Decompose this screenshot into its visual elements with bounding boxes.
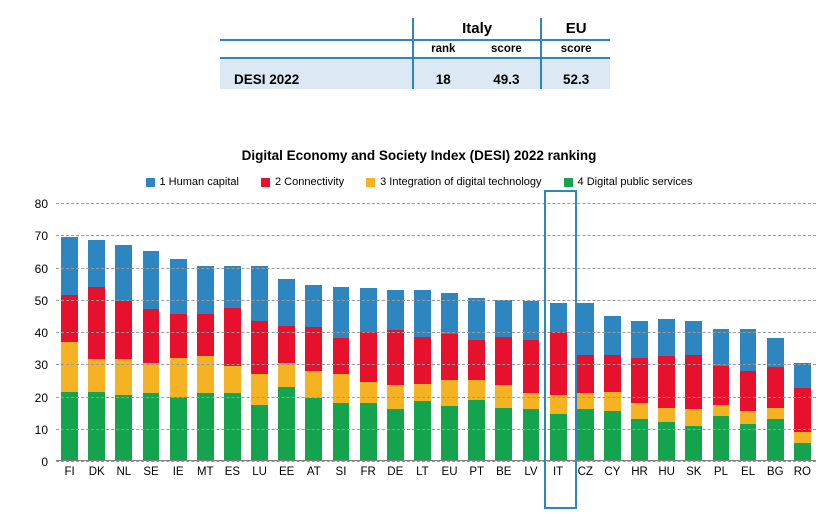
bar-segment [740, 371, 757, 411]
bar-segment [414, 384, 431, 402]
empty-cell [220, 18, 413, 40]
bar-segment [550, 395, 567, 414]
gridline [34, 261, 816, 276]
bar-segment [197, 393, 214, 461]
bar-segment [794, 388, 811, 432]
x-axis-labels [56, 466, 816, 478]
stacked-bar[interactable] [170, 259, 187, 461]
stacked-bar[interactable] [740, 329, 757, 461]
x-axis-tick-label: IT [552, 466, 564, 478]
chart-legend [0, 176, 838, 188]
stacked-bar[interactable] [441, 293, 458, 461]
bar-segment [143, 363, 160, 394]
gridline [34, 229, 816, 244]
x-axis-tick-label: LT [416, 466, 429, 478]
x-axis-tick-label: FR [360, 466, 376, 478]
bar-segment [414, 290, 431, 337]
bar-segment [224, 308, 241, 366]
bar-segment [61, 295, 78, 342]
stacked-bar[interactable] [658, 319, 675, 461]
row-label-desi-2022: DESI 2022 [220, 58, 413, 89]
stacked-bar[interactable] [604, 316, 621, 461]
bar-segment [441, 334, 458, 381]
legend-swatch-icon [564, 178, 573, 187]
bar-segment [333, 403, 350, 461]
bar-segment [495, 408, 512, 461]
bar-segment [631, 321, 648, 358]
x-axis-tick-label: PL [713, 466, 728, 478]
bar-segment [333, 287, 350, 339]
x-axis-tick-label: SK [686, 466, 702, 478]
bar-segment [767, 338, 784, 367]
x-axis-tick-label: HR [631, 466, 648, 478]
gridline [34, 422, 816, 437]
bar-segment [685, 355, 702, 410]
stacked-bar[interactable] [767, 338, 784, 461]
bar-segment [61, 392, 78, 461]
bar-segment [523, 301, 540, 340]
bar-segment [61, 237, 78, 295]
y-axis-tick-label: 40 [34, 326, 48, 340]
stacked-bar[interactable] [550, 303, 567, 461]
bar-segment [713, 329, 730, 366]
bar-segment [88, 287, 105, 360]
y-axis-tick-label: 30 [34, 358, 48, 373]
x-axis-tick-label: EL [741, 466, 756, 478]
bar-segment [197, 266, 214, 314]
bar-segment [360, 288, 377, 332]
legend-swatch-icon [261, 178, 270, 187]
stacked-bar[interactable] [685, 321, 702, 461]
stacked-bar[interactable] [305, 285, 322, 461]
x-axis-tick-label: IE [172, 466, 184, 478]
bar-segment [631, 403, 648, 419]
bar-segment [713, 366, 730, 405]
bar-segment [414, 337, 431, 384]
table-row-desi-2022 [220, 58, 610, 89]
x-axis-tick-label: SE [143, 466, 159, 478]
legend-label: 1 Human capital [159, 176, 239, 188]
gridline [41, 455, 816, 469]
x-axis-tick-label: MT [196, 466, 214, 478]
gridline [34, 358, 816, 373]
bar-segment [333, 338, 350, 373]
summary-table [220, 18, 610, 89]
gridline [34, 326, 816, 340]
x-axis-tick-label: RO [793, 466, 811, 478]
x-axis-tick-label: PT [469, 466, 485, 478]
bar-segment [577, 409, 594, 461]
stacked-bar[interactable] [794, 363, 811, 461]
bar-segment [360, 382, 377, 403]
bar-segment [197, 314, 214, 356]
bar-segment [604, 316, 621, 355]
bar-segment [767, 367, 784, 407]
bar-segment [495, 337, 512, 385]
bar-segment [387, 409, 404, 461]
country-header: Italy [413, 18, 541, 40]
bar-segment [685, 321, 702, 355]
bar-segment [685, 426, 702, 461]
bar-segment [468, 340, 485, 380]
bar-segment [143, 393, 160, 461]
bar-segment [224, 266, 241, 308]
cell-score-country: 49.3 [473, 58, 542, 89]
bar-segment [550, 303, 567, 332]
bar-segment [767, 419, 784, 461]
gridline [34, 293, 816, 308]
bar-segment [305, 371, 322, 398]
x-axis-tick-label: BG [766, 466, 784, 478]
bar-segment [224, 366, 241, 393]
bar-segment [278, 363, 295, 387]
bar-segment [550, 414, 567, 461]
x-axis-tick-label: ES [224, 466, 241, 478]
bar-segment [170, 314, 187, 358]
bar-segment [360, 403, 377, 461]
subheader-score-eu: score [541, 40, 610, 58]
bar-segment [387, 330, 404, 385]
subheader-rank: rank [413, 40, 473, 58]
cell-score-eu: 52.3 [541, 58, 610, 89]
bar-segment [740, 411, 757, 424]
bar-segment [251, 321, 268, 374]
stacked-bar[interactable] [468, 298, 485, 461]
legend-swatch-icon [146, 178, 155, 187]
bar-segment [713, 416, 730, 461]
bar-segment [577, 303, 594, 355]
bar-segment [61, 342, 78, 392]
bar-segment [713, 405, 730, 416]
chart-title: Digital Economy and Society Index (DESI) 2022 ranking [241, 148, 597, 163]
stacked-bar[interactable] [495, 300, 512, 461]
bar-segment [224, 393, 241, 461]
stacked-bar[interactable] [360, 288, 377, 461]
bar-segment [251, 266, 268, 321]
bar-segment [658, 319, 675, 356]
bar-segment [278, 279, 295, 326]
bar-segment [143, 309, 160, 362]
legend-item [564, 176, 693, 188]
subheader-score-country: score [473, 40, 542, 58]
y-axis-tick-label: 50 [34, 293, 48, 308]
bar-segment [441, 406, 458, 461]
stacked-bar[interactable] [713, 329, 730, 461]
table-row-country-header [220, 18, 610, 40]
bar-segment [333, 374, 350, 403]
x-axis-tick-label: BE [496, 466, 512, 478]
bar-segment [685, 409, 702, 425]
stacked-bar[interactable] [523, 301, 540, 461]
bar-segment [360, 332, 377, 382]
y-axis-tick-label: 10 [34, 422, 48, 437]
bar-segment [767, 408, 784, 419]
bar-segment [305, 285, 322, 327]
stacked-bar[interactable] [278, 279, 295, 461]
legend-item [366, 176, 541, 188]
bar-segment [631, 419, 648, 461]
y-axis-tick-label: 20 [34, 390, 48, 405]
cell-rank: 18 [413, 58, 473, 89]
bar-segment [794, 363, 811, 389]
bar-segment [278, 387, 295, 461]
x-axis-tick-label: NL [116, 466, 132, 478]
bar-segment [604, 355, 621, 392]
bar-segment [794, 443, 811, 461]
desi-summary-table [220, 18, 610, 89]
eu-header: EU [541, 18, 610, 40]
x-axis-tick-label: EU [441, 466, 458, 478]
stacked-bar[interactable] [61, 237, 78, 461]
y-axis-tick-label: 0 [41, 455, 48, 469]
gridline [34, 390, 816, 405]
bar-segment [387, 290, 404, 330]
legend-item [146, 176, 240, 188]
y-axis-tick-label: 60 [34, 261, 48, 276]
bar-segment [115, 245, 132, 301]
bar-segment [523, 409, 540, 461]
gridline [34, 197, 816, 211]
bar-segment [441, 380, 458, 406]
y-axis-tick-label: 80 [34, 197, 48, 211]
bar-segment [577, 355, 594, 394]
table-row-subheader [220, 40, 610, 58]
stacked-bar[interactable] [577, 303, 594, 461]
bar-segment [251, 374, 268, 405]
x-axis-tick-label: AT [306, 466, 321, 478]
bar-segment [88, 392, 105, 461]
bar-segment [523, 340, 540, 393]
legend-item [261, 176, 344, 188]
x-axis-tick-label: LU [252, 466, 267, 478]
x-axis-tick-label: CZ [577, 466, 593, 478]
x-axis-tick-label: DE [387, 466, 404, 478]
bar-segment [604, 411, 621, 461]
x-axis-tick-label: SI [335, 466, 347, 478]
legend-swatch-icon [366, 178, 375, 187]
empty-cell-2 [220, 40, 413, 58]
bar-segment [414, 401, 431, 461]
x-axis-tick-label: HU [658, 466, 675, 478]
legend-label: 3 Integration of digital technology [380, 176, 542, 188]
y-axis-tick-label: 70 [34, 229, 48, 244]
bar-segment [251, 405, 268, 461]
bar-segment [468, 400, 485, 461]
stacked-bar[interactable] [333, 287, 350, 461]
bar-segment [604, 392, 621, 411]
x-axis-tick-label: LV [524, 466, 538, 478]
legend-label: 2 Connectivity [275, 176, 345, 188]
stacked-bar[interactable] [414, 290, 431, 461]
bar-segment [88, 240, 105, 287]
stacked-bar[interactable] [387, 290, 404, 461]
x-axis-tick-label: FI [64, 466, 75, 478]
stacked-bar[interactable] [631, 321, 648, 461]
bar-segment [794, 432, 811, 443]
bar-segment [115, 301, 132, 359]
x-axis-tick-label: CY [604, 466, 621, 478]
legend-label: 4 Digital public services [577, 176, 693, 188]
bar-segment [658, 408, 675, 423]
x-axis-tick-label: EE [279, 466, 295, 478]
x-axis-tick-label: DK [88, 466, 105, 478]
bar-segment [197, 356, 214, 393]
chart-plot-area [34, 197, 816, 469]
bar-segment [468, 298, 485, 340]
